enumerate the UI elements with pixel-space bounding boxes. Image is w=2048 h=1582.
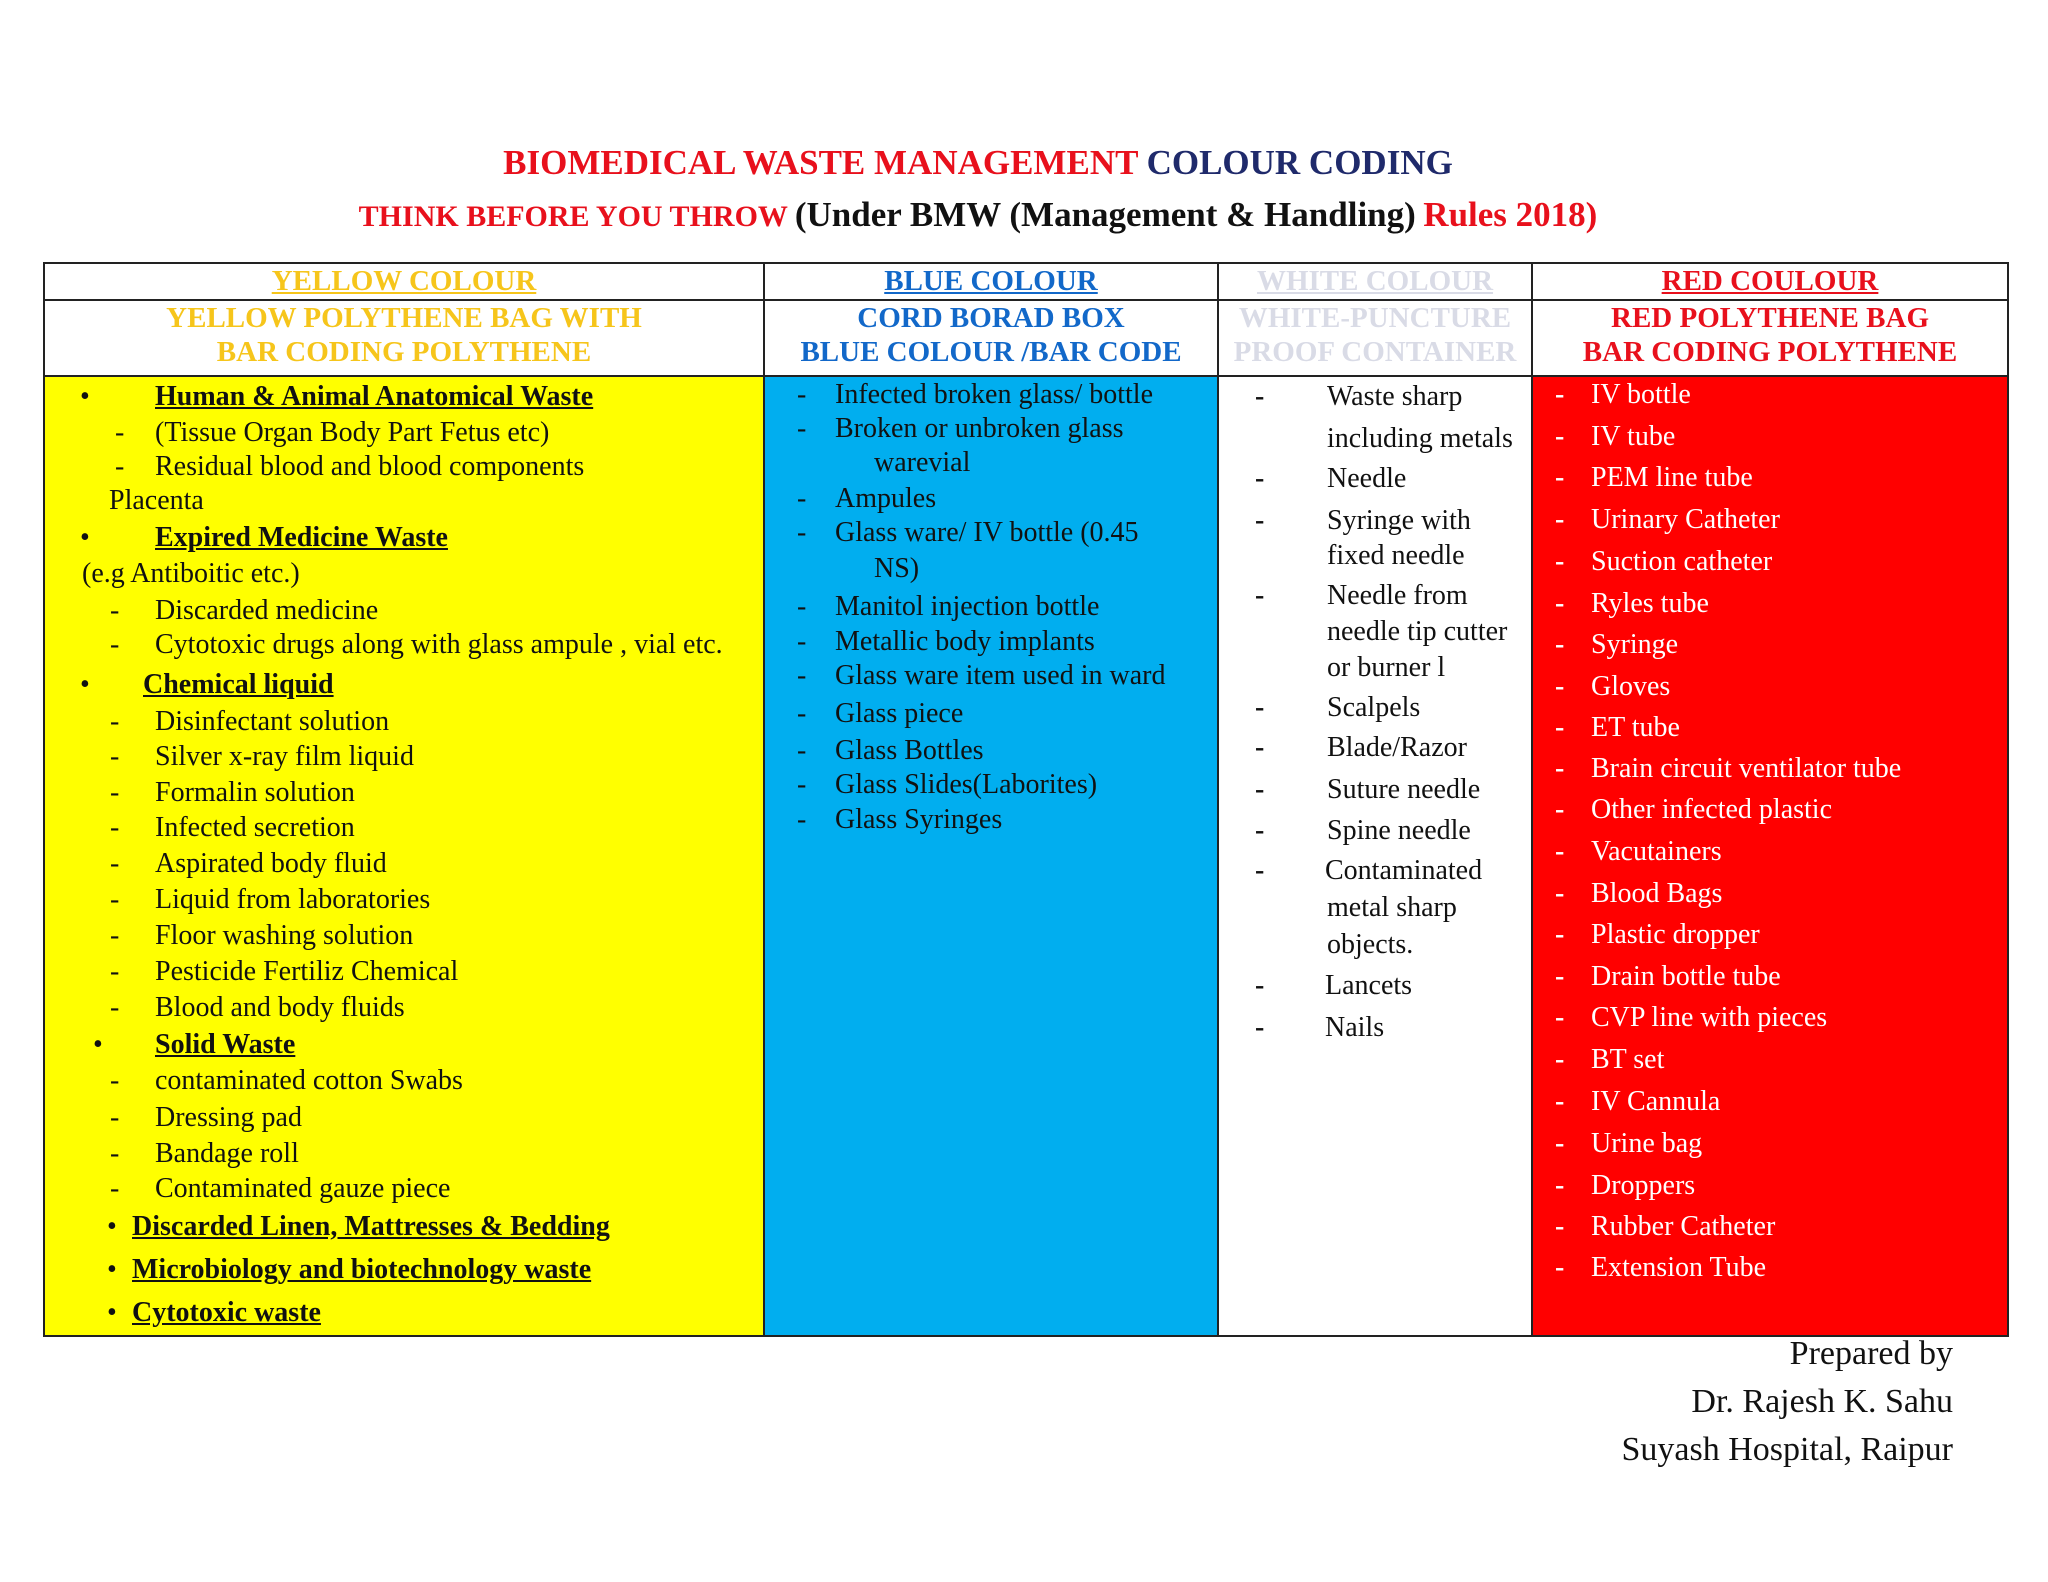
prepared-label: Prepared by (1789, 1335, 1953, 1372)
items-row (44, 376, 2008, 1336)
list-item: - Nails (1255, 1012, 1385, 1043)
list-item: - Needle from (1255, 580, 1468, 611)
page-subtitle (0, 195, 1956, 235)
list-item: - Formalin solution (110, 777, 355, 808)
list-item: - Dressing pad (110, 1102, 302, 1133)
list-item: - Discarded medicine (110, 595, 379, 626)
list-item: - Broken or unbroken glass (797, 413, 1124, 444)
list-item: - IV tube (1555, 421, 1676, 452)
list-item: - Infected secretion (110, 812, 355, 843)
list-item: - Spine needle (1255, 815, 1471, 846)
list-item: - Pesticide Fertiliz Chemical (110, 956, 459, 987)
list-item: - (Tissue Organ Body Part Fetus etc) (115, 417, 550, 448)
list-item: - Residual blood and blood components (115, 451, 585, 482)
blue-container: CORD BORAD BOX BLUE COLOUR /BAR CODE (764, 300, 1218, 376)
list-item: - Floor washing solution (110, 920, 414, 951)
list-item: - Drain bottle tube (1555, 961, 1781, 992)
list-item: - Silver x-ray film liquid (110, 741, 414, 772)
list-item: - Other infected plastic (1555, 794, 1833, 825)
list-item: - Bandage roll (110, 1138, 299, 1169)
list-item: - Blood Bags (1555, 878, 1723, 909)
list-item: - Lancets (1255, 970, 1413, 1001)
yellow-list (45, 377, 763, 1335)
list-item: - Urine bag (1555, 1128, 1703, 1159)
red-items-cell (1532, 376, 2008, 1336)
list-item: - Needle (1255, 463, 1407, 494)
white-items-cell (1218, 376, 1532, 1336)
author-name: Dr. Rajesh K. Sahu (1691, 1383, 1953, 1420)
list-item: - contaminated cotton Swabs (110, 1065, 463, 1096)
list-item: - Liquid from laboratories (110, 884, 431, 915)
list-item: - Aspirated body fluid (110, 848, 387, 879)
list-item: • Solid Waste (93, 1029, 296, 1060)
yellow-header: YELLOW COLOUR (44, 263, 764, 300)
white-container: WHITE-PUNCTURE PROOF CONTAINER (1218, 300, 1532, 376)
list-item: • Cytotoxic waste (107, 1297, 321, 1328)
list-item: - Disinfectant solution (110, 706, 390, 737)
list-item: Placenta (109, 485, 204, 516)
list-item: - Gloves (1555, 671, 1671, 702)
list-item: - Extension Tube (1555, 1252, 1767, 1283)
list-item: • Discarded Linen, Mattresses & Bedding (107, 1211, 610, 1242)
list-item: • Microbiology and biotechnology waste (107, 1254, 592, 1285)
list-item: - Cytotoxic drugs along with glass ampule , vial etc. (110, 629, 723, 660)
list-item: or burner l (1327, 652, 1446, 683)
list-item: - IV Cannula (1555, 1086, 1721, 1117)
list-item: - ET tube (1555, 712, 1680, 743)
list-item: including metals (1327, 423, 1513, 454)
list-item: - Blood and body fluids (110, 992, 405, 1023)
yellow-container: YELLOW POLYTHENE BAG WITH BAR CODING POLYTHENE (44, 300, 764, 376)
list-item: - Ryles tube (1555, 588, 1709, 619)
list-item: fixed needle (1327, 540, 1465, 571)
list-item: - Scalpels (1255, 692, 1421, 723)
list-item: - Glass Syringes (797, 804, 1003, 835)
list-item: - Metallic body implants (797, 626, 1095, 657)
list-item: - Vacutainers (1555, 836, 1722, 867)
blue-list (765, 377, 1217, 838)
author-institution: Suyash Hospital, Raipur (1621, 1431, 1953, 1468)
title-part2: COLOUR CODING (1146, 143, 1453, 182)
list-item: - Glass ware item used in ward (797, 660, 1166, 691)
list-item: - Brain circuit ventilator tube (1555, 753, 1902, 784)
list-item: objects. (1327, 929, 1414, 960)
red-header: RED COULOUR (1532, 263, 2008, 300)
blue-header: BLUE COLOUR (764, 263, 1218, 300)
list-item: - Contaminated gauze piece (110, 1173, 451, 1204)
list-item: - BT set (1555, 1044, 1665, 1075)
list-item: needle tip cutter (1327, 616, 1508, 647)
list-item: (e.g Antiboitic etc.) (82, 558, 300, 589)
list-item: - Glass ware/ IV bottle (0.45 (797, 517, 1139, 548)
list-item: • Chemical liquid (80, 669, 334, 700)
prepared-by-block (1622, 1330, 1953, 1474)
list-item: warevial (874, 447, 971, 478)
list-item: - Ampules (797, 483, 937, 514)
list-item: - Glass Slides(Laborites) (797, 769, 1098, 800)
list-item: • Human & Animal Anatomical Waste (80, 381, 594, 412)
list-item: - Urinary Catheter (1555, 504, 1780, 535)
subtitle-part3: Rules 2018) (1423, 195, 1598, 234)
list-item: - Infected broken glass/ bottle (797, 379, 1154, 410)
list-item: - IV bottle (1555, 379, 1691, 410)
colour-coding-table (43, 262, 2009, 1337)
list-item: - Waste sharp (1255, 381, 1463, 412)
list-item: - Contaminated (1255, 855, 1483, 886)
list-item: metal sharp (1327, 892, 1457, 923)
list-item: - Glass piece (797, 698, 964, 729)
title-part1: BIOMEDICAL WASTE MANAGEMENT (503, 143, 1138, 182)
white-list (1219, 377, 1531, 1050)
list-item: - Rubber Catheter (1555, 1211, 1776, 1242)
list-item: - Glass Bottles (797, 735, 984, 766)
white-header: WHITE COLOUR (1218, 263, 1532, 300)
list-item: - Plastic dropper (1555, 919, 1760, 950)
list-item: - Syringe (1555, 629, 1679, 660)
subtitle-part1: THINK BEFORE YOU THROW (358, 200, 788, 233)
list-item: - Droppers (1555, 1170, 1696, 1201)
red-list (1533, 377, 2007, 1291)
yellow-items-cell (44, 376, 764, 1336)
subtitle-part2: (Under BMW (Management & Handling) (794, 195, 1416, 234)
list-item: NS) (874, 553, 920, 584)
red-container: RED POLYTHENE BAG BAR CODING POLYTHENE (1532, 300, 2008, 376)
list-item: - PEM line tube (1555, 462, 1753, 493)
colour-header-row (44, 263, 2008, 300)
blue-items-cell (764, 376, 1218, 1336)
list-item: - Suture needle (1255, 774, 1481, 805)
list-item: - Manitol injection bottle (797, 591, 1100, 622)
list-item: - Syringe with (1255, 505, 1471, 536)
list-item: - Blade/Razor (1255, 732, 1467, 763)
list-item: - Suction catheter (1555, 546, 1773, 577)
container-header-row (44, 300, 2008, 376)
list-item: • Expired Medicine Waste (80, 522, 448, 553)
page-title (0, 143, 1956, 183)
list-item: - CVP line with pieces (1555, 1002, 1828, 1033)
